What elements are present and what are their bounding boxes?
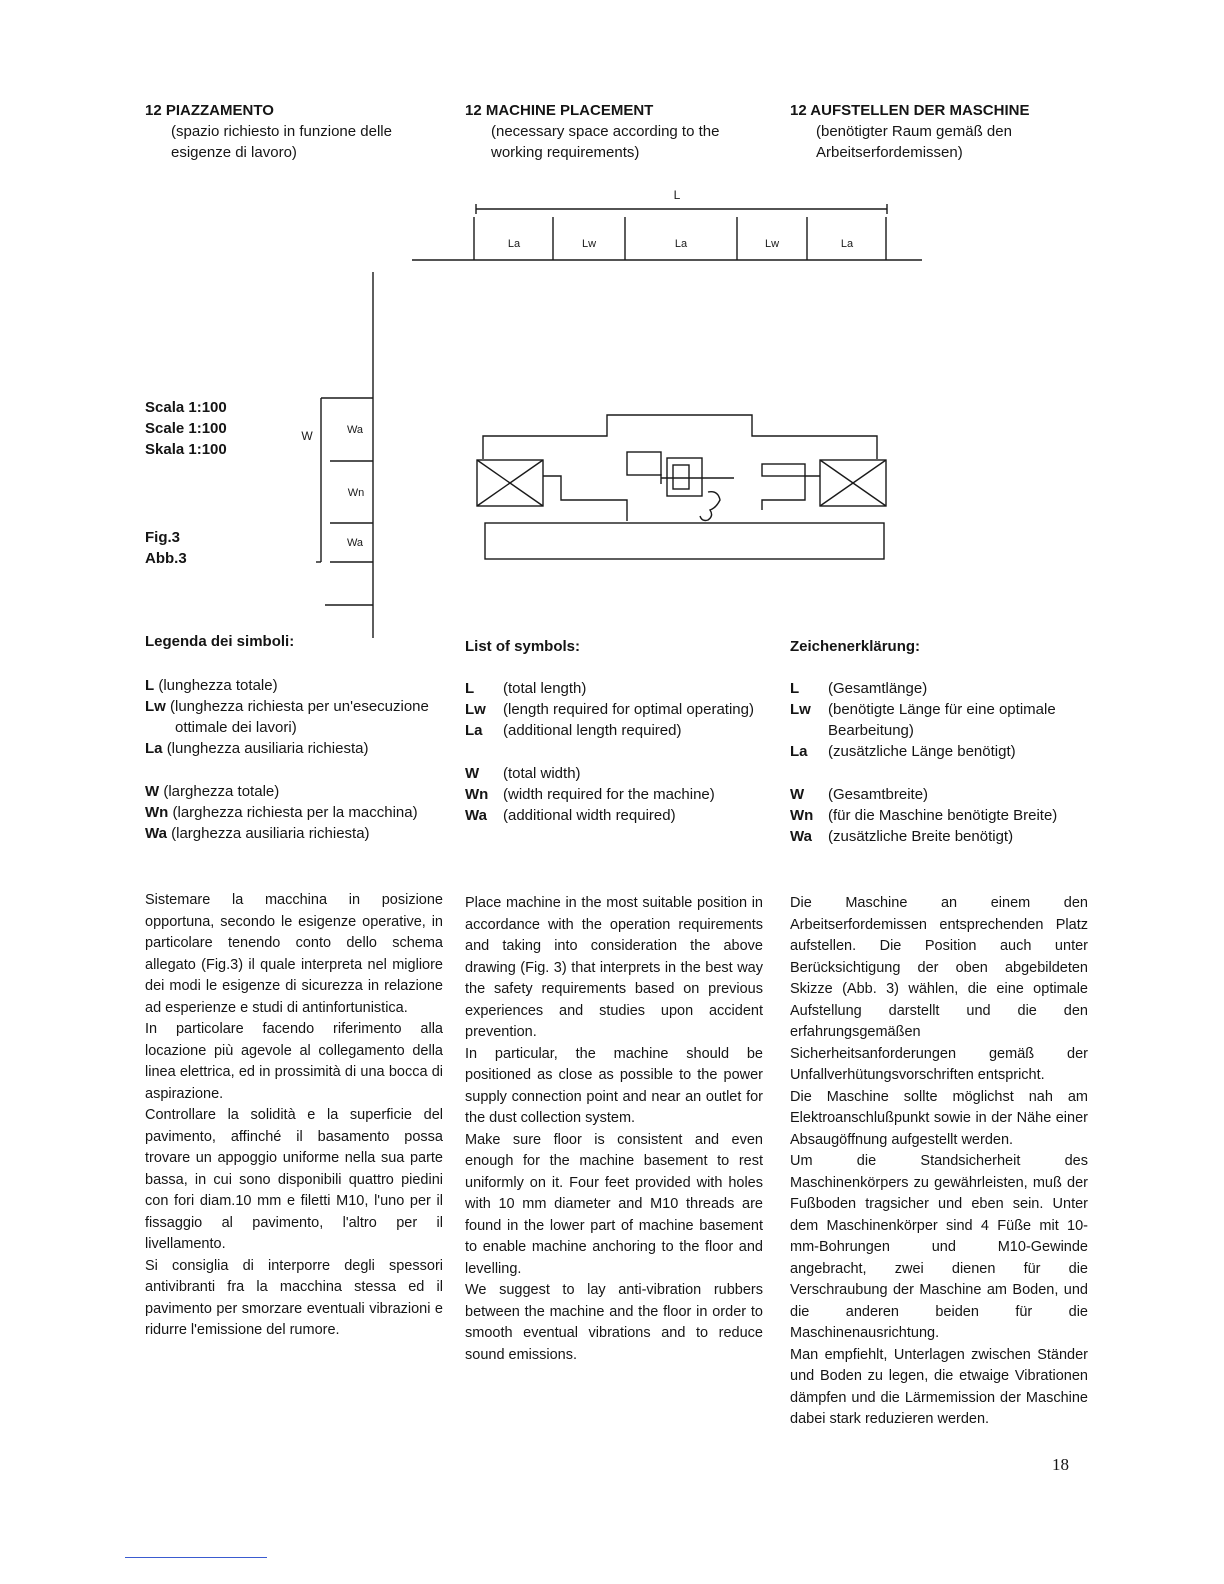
machine-body — [667, 458, 702, 496]
legend-de-title: Zeichenerklärung: — [790, 638, 921, 655]
legend-item: L (lunghezza totale) — [145, 677, 278, 694]
paragraph: Die Maschine sollte möglichst nah am Elektroanschlußpunkt sowie in der Nähe einer Absaugöffnung aufgestellt werden. — [790, 1088, 1088, 1148]
placement-diagram — [0, 0, 1224, 700]
width-zone-label: Wa — [346, 537, 364, 549]
machine-head — [627, 452, 661, 475]
legend-item: L (total length) — [465, 680, 587, 697]
length-zone-label: La — [674, 238, 688, 250]
legend-item-continuation: ottimale dei lavori) — [175, 719, 297, 736]
legend-item: La (lunghezza ausiliaria richiesta) — [145, 740, 369, 757]
legend-item: Wn (für die Maschine benötigte Breite) — [790, 807, 1058, 824]
legend-item: L (Gesamtlänge) — [790, 680, 928, 697]
legend-item: Lw (lunghezza richiesta per un'esecuzione — [145, 698, 429, 715]
body-text-it — [145, 890, 443, 1342]
width-zone-label: Wa — [346, 424, 364, 436]
scale-label-de: Skala 1:100 — [145, 441, 227, 458]
right-arm-block — [762, 464, 805, 476]
paragraph: Si consiglia di interporre degli spessori antivibranti fra la macchina stessa ed il pavimento per smorzare eventuali vibrazioni e ridurre l'emissione del rumore. — [145, 1257, 443, 1338]
legend-item: W (Gesamtbreite) — [790, 786, 929, 803]
legend-item: Lw (length required for optimal operating) — [465, 701, 754, 718]
length-zone-label: Lw — [581, 238, 597, 250]
paragraph: Place machine in the most suitable position in accordance with the operation requirements and taking into consideration the above drawing (Fig. 3) that interprets in the best way the safety requirements based on previous experiences and studies upon accident prevention. — [465, 895, 763, 1040]
header-it-subtitle-1: (spazio richiesto in funzione delle — [171, 123, 392, 140]
body-text-de — [790, 893, 1088, 1431]
page-number: 18 — [1052, 1455, 1069, 1474]
machine-handwheel — [700, 492, 720, 521]
body-text-en — [465, 893, 763, 1366]
paragraph: Man empfiehlt, Unterlagen zwischen Ständer und Boden zu legen, die etwaige Vibrationen dämpfen und die Lärmemission der Maschine dabei stark reduzieren werden. — [790, 1346, 1088, 1427]
legend-item: La (zusätzliche Länge benötigt) — [790, 743, 1016, 760]
length-zone-label: La — [507, 238, 521, 250]
header-de-title: 12 AUFSTELLEN DER MASCHINE — [790, 102, 1030, 119]
legend-item: Lw (benötigte Länge für eine optimale — [790, 701, 1056, 718]
header-it-subtitle-2: esigenze di lavoro) — [171, 144, 297, 161]
header-en-subtitle-2: working requirements) — [491, 144, 640, 161]
legend-item: Wa (additional width required) — [465, 807, 676, 824]
length-total-label: L — [673, 188, 681, 202]
legend-item: Wa (larghezza ausiliaria richiesta) — [145, 825, 370, 842]
header-de-subtitle-2: Arbeitserfordemissen) — [816, 144, 963, 161]
legend-item: W (larghezza totale) — [145, 783, 280, 800]
paragraph: We suggest to lay anti-vibration rubbers between the machine and the floor in order to smooth eventual vibrations and to reduce sound emissions. — [465, 1282, 763, 1363]
header-de-subtitle-1: (benötigter Raum gemäß den — [816, 123, 1012, 140]
legend-it-title: Legenda dei simboli: — [145, 633, 295, 650]
paragraph: In particular, the machine should be positioned as close as possible to the power supply connection point and near an outlet for the dust collection system. — [465, 1045, 763, 1126]
scale-label-it: Scala 1:100 — [145, 399, 227, 416]
width-total-label: W — [301, 429, 313, 443]
paragraph: Um die Standsicherheit des Maschinenkörpers zu gewährleisten, muß der Fußboden tragsicher und eben sein. Unter dem Maschinenkörper sind 4 Füße mit 10-mm-Bohrungen und M10-Gewinde angebracht, zwei dienen für die Verschraubung der Maschine am Boden, und die anderen beiden für die Maschinenausrichtung. — [790, 1153, 1088, 1341]
legend-item: Wn (width required for the machine) — [465, 786, 715, 803]
legend-item: La (additional length required) — [465, 722, 682, 739]
header-it-title: 12 PIAZZAMENTO — [145, 102, 274, 119]
legend-de — [790, 678, 1090, 847]
legend-en — [465, 678, 775, 826]
header-en-subtitle-1: (necessary space according to the — [491, 123, 720, 140]
scale-label-en: Scale 1:100 — [145, 420, 227, 437]
machine-body-inner — [673, 465, 689, 489]
paragraph: Die Maschine an einem den Arbeitserfordemissen entsprechenden Platz aufstellen. Die Position auch unter Berücksichtigung der oben abgebildeten Skizze (Abb. 3) wählen, die eine optimale Aufstellung darstellt und die den erfahrungsgemäßen Sicherheitsanforderungen gemäß der Unfallverhütungsvorschriften entspricht. — [790, 895, 1088, 1083]
machine-outline-top — [483, 415, 877, 459]
length-zone-label: La — [840, 238, 854, 250]
header-en-title: 12 MACHINE PLACEMENT — [465, 102, 654, 119]
paragraph: Sistemare la macchina in posizione opportuna, secondo le esigenze operative, in particolare tenendo conto dello schema allegato (Fig.3) il quale interpreta nel migliore dei modi le esigenze di sicurezza in relazione ad esperienze e studi di antinfortunistica. — [145, 892, 443, 1016]
legend-item: W (total width) — [465, 765, 581, 782]
figure-label-abb: Abb.3 — [145, 550, 187, 567]
left-arm — [543, 476, 627, 521]
scan-artifact-line — [125, 1557, 267, 1558]
machine-outline-bottom — [485, 523, 884, 559]
paragraph: Make sure floor is consistent and even enough for the machine basement to rest uniformly on it. Four feet provided with holes with 10 mm diameter and M10 threads are found in the lower part of machine basement to enable machine anchoring to the floor and levelling. — [465, 1131, 763, 1277]
legend-item: Wa (zusätzliche Breite benötigt) — [790, 828, 1014, 845]
paragraph: In particolare facendo riferimento alla locazione più agevole al collegamento della linea elettrica, ed in prossimità di una bocca di aspirazione. — [145, 1021, 443, 1102]
legend-item: Wn (larghezza richiesta per la macchina) — [145, 804, 418, 821]
paragraph: Controllare la solidità e la superficie del pavimento, affinché il basamento possa trovare un appoggio uniforme nella sua parte bassa, in cui sono disponibili quattro piedini con fori diam.10 mm e filetti M10, l'uno per il fissaggio al pavimento, l'altro per il livellamento. — [145, 1107, 443, 1252]
legend-it — [145, 675, 445, 844]
right-arm — [762, 476, 820, 510]
figure-label-fig: Fig.3 — [145, 529, 181, 546]
legend-item-continuation: Bearbeitung) — [828, 722, 914, 739]
legend-en-title: List of symbols: — [465, 638, 581, 655]
width-zone-label: Wn — [347, 487, 365, 499]
length-zone-label: Lw — [764, 238, 780, 250]
